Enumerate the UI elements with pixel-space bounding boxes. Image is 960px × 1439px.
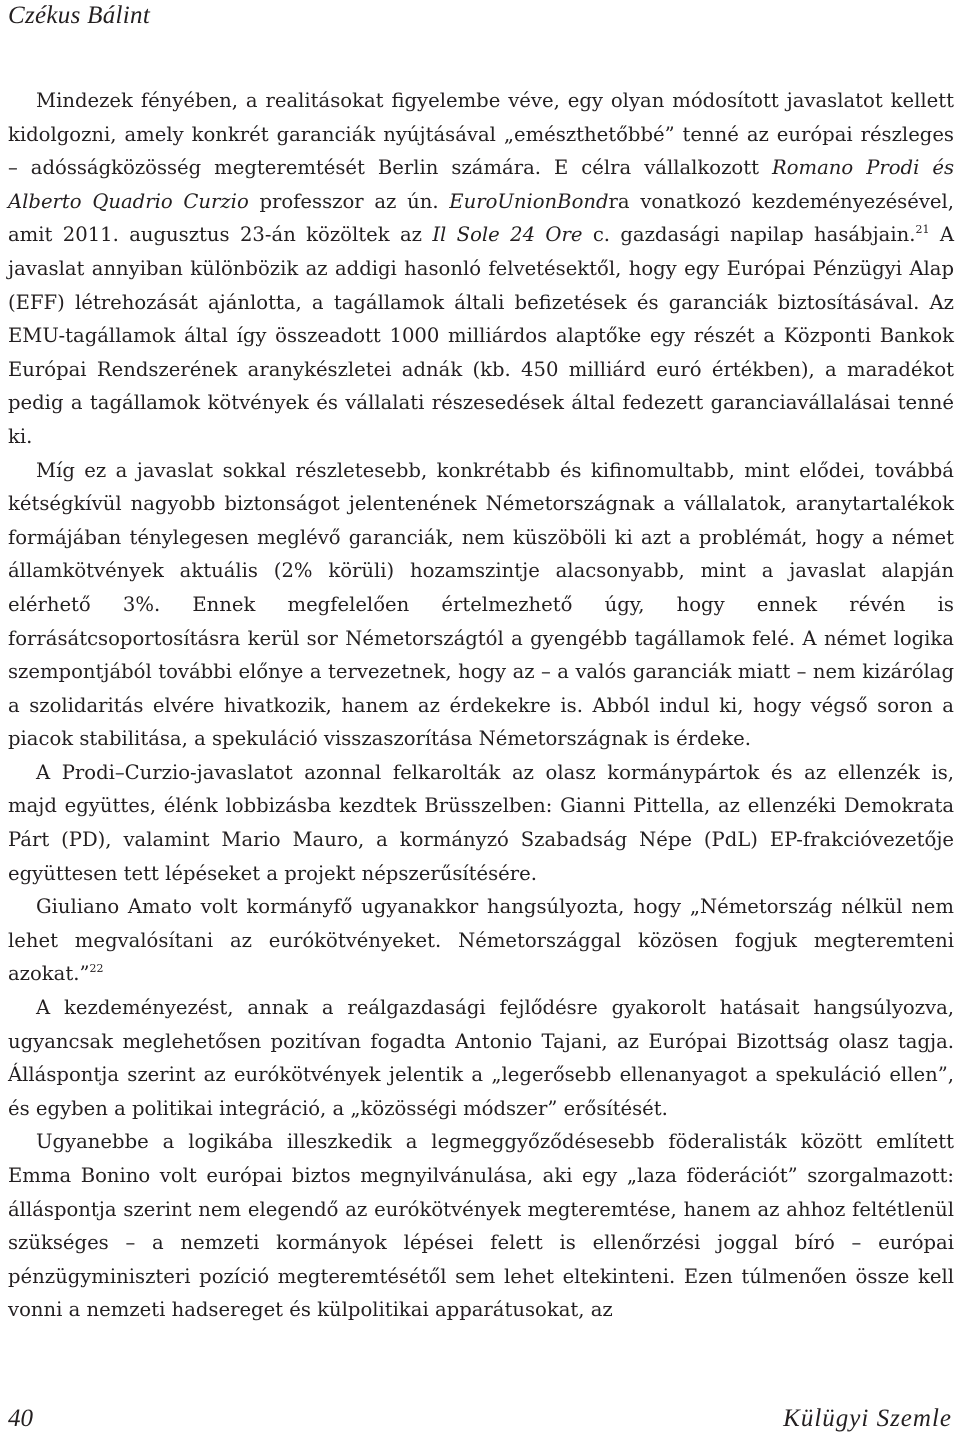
paragraph-6: Ugyanebbe a logikába illeszkedik a legmeggyőződésesebb föderalisták között említett Emma Bonino volt európai biztos megnyilvánulása, aki egy „laza föderációt” szorgalmazott: álláspontja szerint nem elegendő az eurókötvények megteremtése, hanem az ahhoz feltétlenül szükséges – a nemzeti kormányok lépései felett is ellenőrzési joggal bíró – európai pénzügyminiszteri pozíció megteremtésétől sem lehet eltekinteni. Ezen túlmenően össze kell vonni a nemzeti hadsereget és külpolitikai apparátusokat, az xyxy=(8,1130,954,1322)
italic-bond-name: EuroUnionBond xyxy=(449,189,609,213)
footnote-ref-22[interactable]: 22 xyxy=(89,962,104,976)
paragraph-4 xyxy=(8,890,954,991)
running-header-author: Czékus Bálint xyxy=(8,2,151,29)
paragraph-5: A kezdeményezést, annak a reálgazdasági fejlődésre gyakorolt hatásait hangsúlyozva, ugyancsak meglehetősen pozitívan fogadta Antonio Tajani, az Európai Bizottság olasz tagja. Álláspontja szerint az eurókötvények jelentik a „legerősebb ellenanyagot a spekuláció ellen”, és egyben a politikai integráció, a „közösségi módszer” erősítését. xyxy=(8,996,954,1120)
paragraph-1-part-5: A javaslat annyiban különbözik az addigi hasonló felvetésektől, hogy egy Európai Pénzügyi Alap (EFF) létrehozását ajánlotta, a tagállamok általi befizetések és garanciák biztosításával. Az EMU-tagállamok által így összeadott 1000 milliárdos alaptőke egy részét a Központi Bankok Európai Rendszerének aranykészletei adnák (kb. 450 milliárd euró értékben), a maradékot pedig a tagállamok kötvények és vállalati részesedések által fedezett garanciavállalásai tenné ki. xyxy=(8,223,954,448)
italic-newspaper: Il Sole 24 Ore xyxy=(432,223,583,247)
article-body xyxy=(8,84,954,1327)
footnote-ref-21[interactable]: 21 xyxy=(915,223,930,237)
page-number: 40 xyxy=(8,1405,33,1432)
paragraph-1 xyxy=(8,84,954,454)
paragraph-1-part-3: ra vonatkozó kezdeményezésével, amit 2011. augusztus 23-án közöltek az xyxy=(8,189,954,247)
paragraph-2: Míg ez a javaslat sokkal részletesebb, konkrétabb és kifinomultabb, mint elődei, továbbá kétségkívül nagyobb biztonságot jelentenének Németországnak a vállalatok, aranytartalékok formájában ténylegesen meglévő garanciák, nem küszöböli ki azt a problémát, hogy a német államkötvények aktuális (2% körüli) hozamszintje alacsonyabb, mint a javaslat alapján elérhető 3%. Ennek megfelelően értelmezhető úgy, hogy ennek révén is forrásátcsoportosításra kerül sor Németországtól a gyengébb tagállamok felé. A német logika szempontjából további előnye a tervezetnek, hogy az – a valós garanciák miatt – nem kizárólag a szolidaritás elvére hivatkozik, hanem az érdekekre is. Abból indul ki, hogy végső soron a piacok stabilitása, a spekuláció visszaszorítása Németországnak is érdeke. xyxy=(8,458,954,751)
italic-names: Romano Prodi és Alberto Quadrio Curzio xyxy=(8,156,954,213)
paragraph-1-part-2: professzor az ún. xyxy=(248,189,450,213)
paragraph-3: A Prodi–Curzio-javaslatot azonnal felkarolták az olasz kormánypártok és az ellenzék is, majd együttes, élénk lobbizásba kezdtek Brüsszelben: Gianni Pittella, az ellenzéki Demokrata Párt (PD), valamint Mario Mauro, a kormányzó Szabadság Népe (PdL) EP-frakcióvezetője együttesen tett lépéseket a projekt népszerűsítésére. xyxy=(8,760,954,885)
paragraph-1-part-1: Mindezek fényében, a realitásokat figyelembe véve, egy olyan módosított javaslatot kellett kidolgozni, amely konkrét garanciák nyújtásával „emészthetőbbé” tenné az európai részleges – adósságközösség megteremtését Berlin számára. E célra vállalkozott xyxy=(8,89,954,180)
paragraph-4-text: Giuliano Amato volt kormányfő ugyanakkor hangsúlyozta, hogy „Németország nélkül nem lehet megvalósítani az eurókötvényeket. Németországgal közösen fogjuk megteremteni azokat.” xyxy=(8,895,954,986)
paragraph-1-part-4: c. gazdasági napilap hasábjain. xyxy=(582,223,916,247)
journal-title: Külügyi Szemle xyxy=(783,1405,952,1432)
